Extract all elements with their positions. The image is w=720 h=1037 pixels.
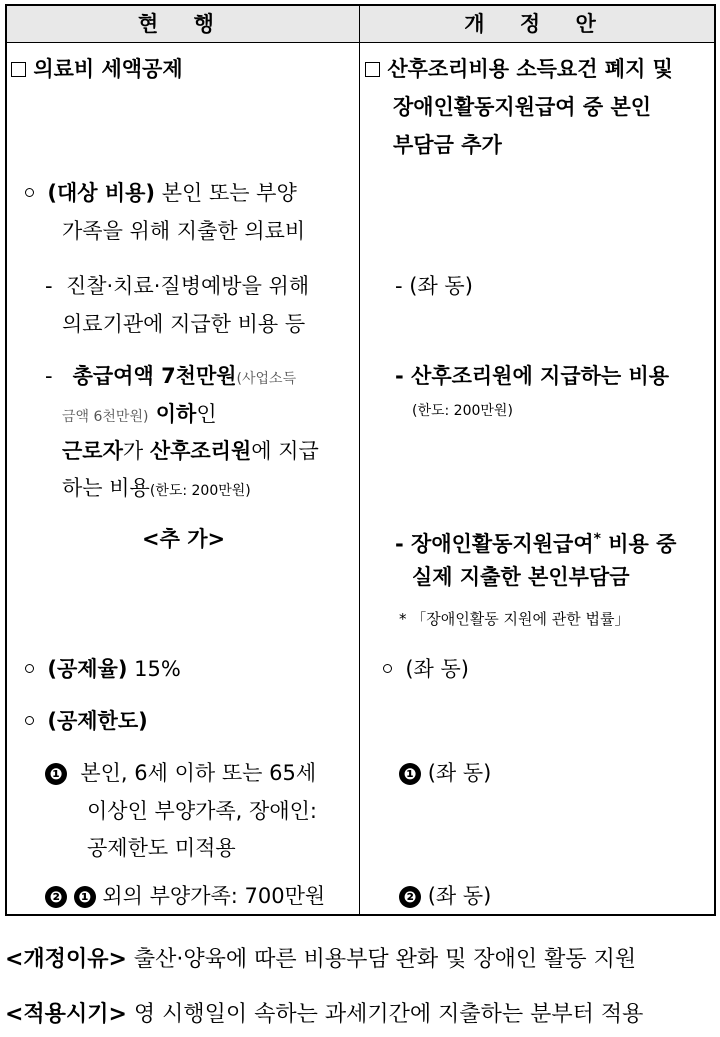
right-title-line3: 부담금 추가 (393, 133, 502, 157)
right-sub2-text: 산후조리원에 지급하는 비용 (411, 364, 670, 388)
item1-line1: 본인, 6세 이하 또는 65세 (80, 761, 317, 785)
header-current: 현 행 (138, 12, 228, 36)
left-item1-line2: 이상인 부양가족, 장애인: (87, 799, 317, 823)
sub2-paren-a: (사업소득 (236, 371, 297, 387)
left-sub1-line1: - 진찰·치료·질병예방을 위해 (45, 274, 310, 298)
right-add-line1: - 장애인활동지원급여* 비용 중 (395, 531, 677, 556)
right-title-line1 (365, 54, 673, 84)
right-sub2-limit: (한도: 200만원) (412, 403, 513, 419)
right-title-line1-text: 산후조리비용 소득요건 폐지 및 (387, 57, 673, 81)
right-add-star: * (593, 531, 601, 547)
comparison-table (5, 4, 716, 916)
left-title (11, 54, 183, 84)
right-same-1: (좌 동) (409, 274, 473, 298)
sub1-line1: 진찰·치료·질병예방을 위해 (65, 274, 310, 298)
right-add-line2: 실제 지출한 본인부담금 (412, 565, 630, 589)
rate-value: 15% (127, 657, 181, 681)
left-sub2-line3 (62, 436, 319, 466)
right-add-line1b: 비용 중 (600, 532, 677, 556)
sub2-bold: 총급여액 7천만원 (72, 364, 237, 388)
reason-text: 출산·양육에 따른 비용부담 완화 및 장애인 활동 지원 (126, 947, 637, 972)
checkbox-square-icon (11, 62, 26, 77)
left-item1-line3: 공제한도 미적용 (87, 836, 236, 860)
left-target-line2: 가족을 위해 지출한 의료비 (62, 219, 306, 243)
sub2-end: 에 지급 (251, 439, 319, 463)
left-limit (25, 706, 148, 736)
left-item2 (45, 881, 325, 911)
right-same-item1: (좌 동) (427, 761, 492, 785)
header-proposed: 개 정 안 (464, 12, 610, 36)
checkbox-square-icon (365, 62, 380, 77)
sub2-line4: 하는 비용 (62, 476, 150, 500)
left-title-text: 의료비 세액공제 (33, 57, 183, 81)
apply-label: <적용시기> (5, 1002, 127, 1027)
right-rate (383, 654, 469, 684)
sub2-bold2: 이하 (148, 402, 197, 426)
left-add-label: <추 가> (142, 527, 226, 551)
left-sub1-line2: 의료기관에 지급한 비용 등 (62, 312, 306, 336)
sub2-paren-b: 금액 6천만원) (62, 409, 149, 425)
left-sub2-line4 (62, 473, 251, 506)
limit-label: (공제한도) (47, 709, 148, 733)
left-rate (25, 654, 181, 684)
number-2-icon: ❷ (399, 886, 421, 908)
target-label: (대상 비용) (47, 181, 156, 205)
circle-bullet-icon (25, 188, 34, 197)
number-1-icon: ❶ (399, 763, 421, 785)
sub2-bold-postnatal: 산후조리원 (149, 439, 252, 463)
left-sub2-line2 (62, 399, 217, 432)
left-sub2-line1: - 총급여액 7천만원(사업소득 (45, 364, 297, 388)
sub2-mid: 가 (122, 439, 150, 463)
right-sub2: - 산후조리원에 지급하는 비용 (395, 364, 670, 388)
circle-bullet-icon (25, 716, 34, 725)
right-sub1: - (좌 동) (395, 274, 473, 298)
right-note: * 「장애인활동 지원에 관한 법률」 (399, 610, 630, 628)
target-text1: 본인 또는 부양 (155, 181, 297, 205)
rate-label: (공제율) (47, 657, 128, 681)
circle-bullet-icon (383, 664, 392, 673)
right-same-item2: (좌 동) (427, 884, 492, 908)
right-item1 (399, 758, 491, 788)
left-item1-line1 (45, 758, 316, 788)
sub2-limit: (한도: 200만원) (149, 483, 251, 499)
number-1-icon: ❶ (74, 886, 96, 908)
apply-text: 영 시행일이 속하는 과세기간에 지출하는 분부터 적용 (126, 1002, 644, 1027)
left-target-line1 (25, 178, 297, 208)
right-title-line2: 장애인활동지원급여 중 본인 (393, 95, 652, 119)
circle-bullet-icon (25, 664, 34, 673)
right-same-rate: (좌 동) (405, 657, 469, 681)
column-divider (359, 6, 360, 914)
number-1-icon: ❶ (45, 763, 67, 785)
footer-reason (5, 945, 636, 975)
sub2-bold-worker: 근로자 (62, 439, 123, 463)
right-item2 (399, 881, 491, 911)
sub2-in: 인 (196, 402, 217, 426)
footer-apply (5, 1000, 643, 1030)
item2-text: 외의 부양가족: 700만원 (102, 884, 326, 908)
number-2-icon: ❷ (45, 886, 67, 908)
table-header (7, 6, 714, 43)
reason-label: <개정이유> (5, 947, 127, 972)
right-add-line1-text: 장애인활동지원급여 (411, 532, 594, 556)
